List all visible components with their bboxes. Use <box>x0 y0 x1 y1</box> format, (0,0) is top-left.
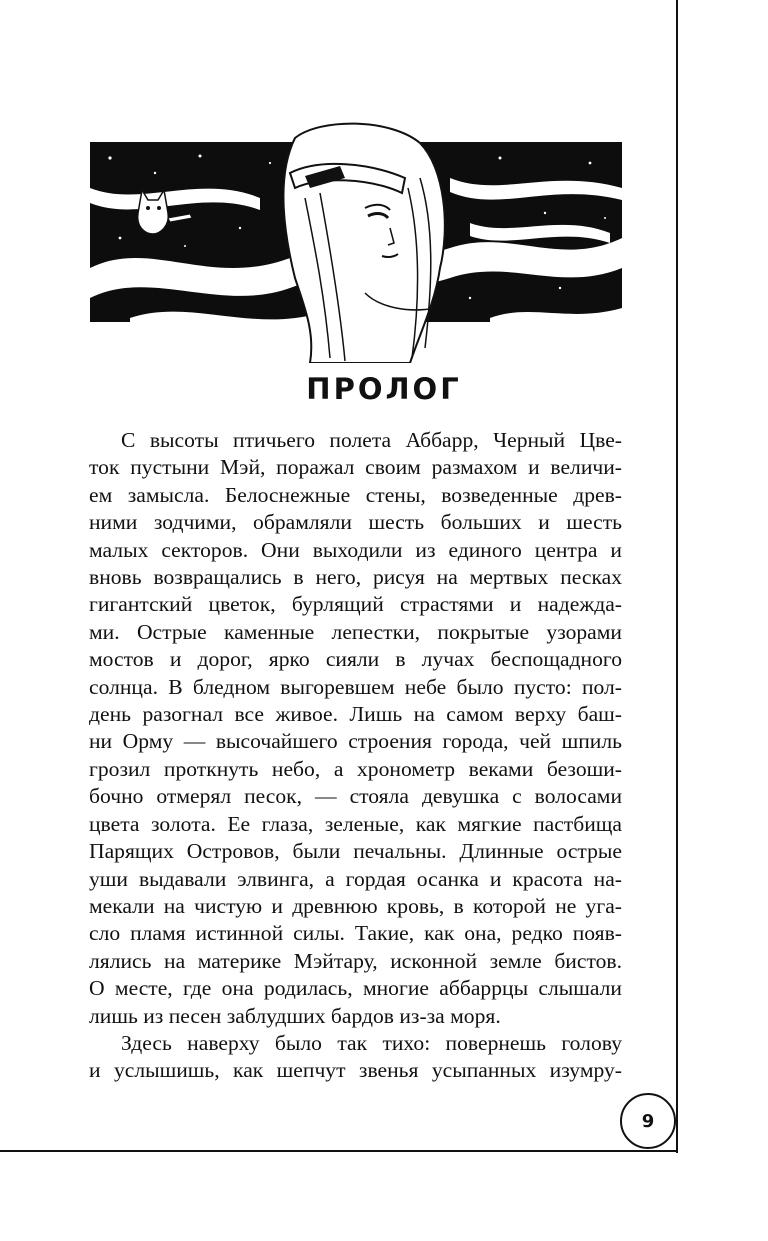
text-line: О месте, где она родилась, многие аббаррцы слышали <box>89 976 622 1001</box>
text-line: ни Орму — высочайшего строения города, чей шпиль <box>89 729 622 754</box>
text-line: грозил проткнуть небо, а хронометр веками безоши- <box>89 756 622 781</box>
text-line: мостов и дорог, ярко сияли в лучах беспощадного <box>89 647 622 672</box>
text-line: день разогнал все живое. Лишь на самом верху баш- <box>89 702 622 727</box>
text-line: солнца. В бледном выгоревшем небе было пусто: пол- <box>89 674 622 699</box>
page-number: 9 <box>620 1093 676 1149</box>
text-line: вновь возвращались в него, рисуя на мертвых песках <box>89 565 622 590</box>
page-border-bottom <box>0 1150 678 1152</box>
prologue-illustration <box>90 118 622 363</box>
page-border-right <box>676 0 678 1153</box>
text-line: мекали на чистую и древнюю кровь, в которой не уга- <box>89 893 622 918</box>
text-line: лишь из песен заблудших бардов из-за моря. <box>89 1003 501 1028</box>
text-line: уши выдавали элвинга, а гордая осанка и красота на- <box>89 866 622 891</box>
text-line: малых секторов. Они выходили из единого центра и <box>89 537 622 562</box>
text-line: Здесь наверху было так тихо: повернешь голову <box>121 1030 622 1055</box>
text-line: бочно отмерял песок, — стояла девушка с волосами <box>89 784 622 809</box>
text-line: сло пламя истинной силы. Такие, как она, редко появ- <box>89 921 622 946</box>
text-line: цвета золота. Ее глаза, зеленые, как мягкие пастбища <box>89 811 622 836</box>
text-line: ними зодчими, обрамляли шесть больших и шесть <box>89 510 622 535</box>
text-line: ток пустыни Мэй, поражал своим размахом и величи- <box>89 455 622 480</box>
text-line: лялись на материке Мэйтару, исконной земле бистов. <box>89 948 622 973</box>
text-line: ми. Острые каменные лепестки, покрытые узорами <box>89 619 622 644</box>
text-line: и услышишь, как шепчут звенья усыпанных изумру- <box>89 1058 622 1083</box>
text-line: гигантский цветок, бурлящий страстями и надежда- <box>89 592 622 617</box>
chapter-title: ПРОЛОГ <box>306 372 462 406</box>
girl-figure <box>283 124 444 363</box>
body-text <box>89 427 622 1085</box>
text-line: ем замысла. Белоснежные стены, возведенные древ- <box>89 482 622 507</box>
text-line: С высоты птичьего полета Аббарр, Черный Цве- <box>121 428 622 452</box>
text-line: Парящих Островов, были печальны. Длинные острые <box>89 839 622 864</box>
